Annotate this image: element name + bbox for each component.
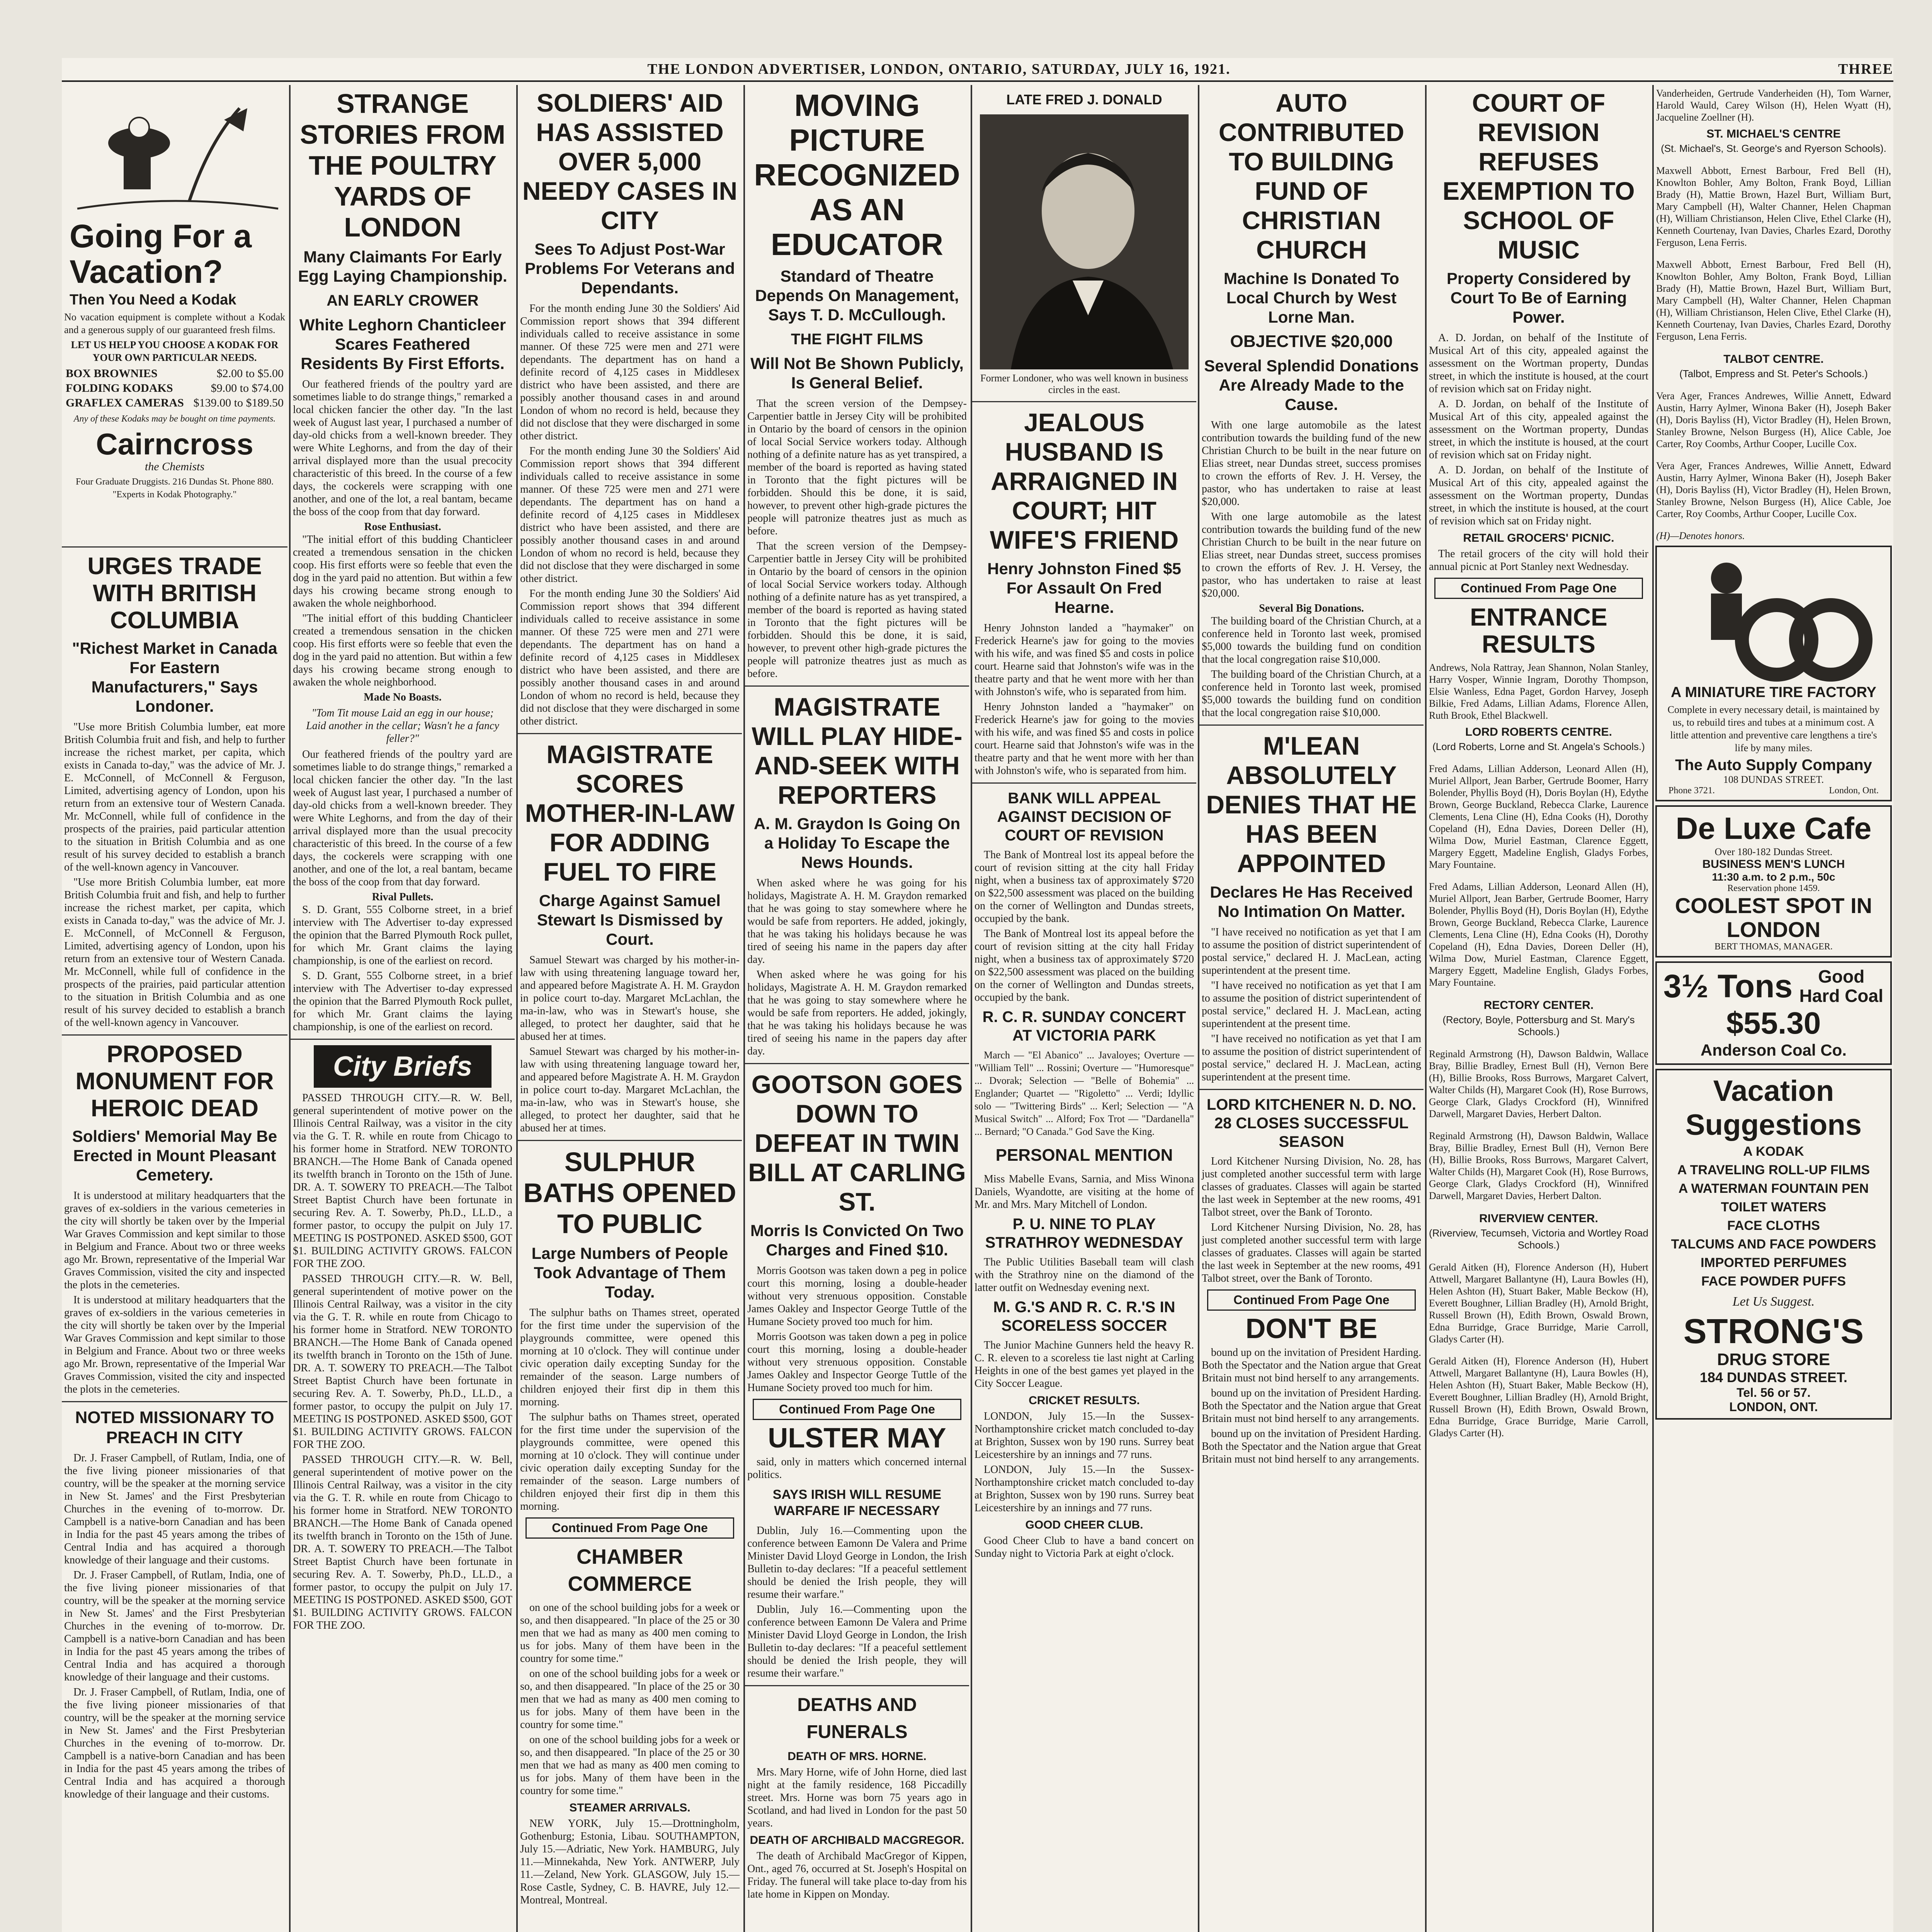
strongs-phone: Tel. 56 or 57.: [1736, 1386, 1811, 1400]
cafe-manager: BERT THOMAS, MANAGER.: [1714, 942, 1833, 952]
cafe-title: De Luxe Cafe: [1675, 811, 1872, 845]
deck-magistrate-scores: Charge Against Samuel Stewart Is Dismissed by Court.: [537, 891, 723, 948]
vacation-suggestions-title: Vacation Suggestions: [1685, 1075, 1862, 1141]
headline-bank-appeal: BANK WILL APPEAL AGAINST DECISION OF COURT OF REVISION: [997, 790, 1172, 844]
vacation-item: A TRAVELING ROLL-UP FILMS: [1677, 1163, 1870, 1177]
headline-mclean-denies: M'LEAN ABSOLUTELY DENIES THAT HE HAS BEEN APPOINTED: [1206, 731, 1417, 878]
kodak-price-list: [66, 366, 284, 410]
names-riverview: Gerald Aitken (H), Florence Anderson (H), Hubert Attwell, Margaret Ballantyne (H), Laura Bowles (H), Helen Ashton (H), Stuart Baker, Mable Beckow (H), Everett Boughner, Lillian Bradley (H), Arnold Bright, Russell Brown (H), Edith Brown, Oswald Brown, Edna Burridge, Grace Burridge, Marie Carroll, Gladys Carter (H). Gerald Aitken (H), Florence Anderson (H), Hubert Attwell, Margaret Ballantyne (H), Laura Bowles (H), Helen Ashton (H), Stuart Baker, Mable Beckow (H), Everett Boughner, Lillian Bradley (H), Arnold Bright, Russell Brown (H), Edith Brown, Oswald Brown, Edna Burridge, Grace Burridge, Marie Carroll, Gladys Carter (H).: [1429, 1262, 1648, 1439]
subhead-grocers-picnic: RETAIL GROCERS' PICNIC.: [1463, 532, 1614, 544]
vacation-suggest: Let Us Suggest.: [1732, 1294, 1815, 1309]
headline-pu-nine: P. U. NINE TO PLAY STRATHROY WEDNESDAY: [985, 1216, 1184, 1251]
centre-riverview: RIVERVIEW CENTER.: [1479, 1212, 1598, 1225]
column-4: [745, 85, 969, 1932]
headline-monument: PROPOSED MONUMENT FOR HEROIC DEAD: [75, 1041, 274, 1122]
centre-talbot: TALBOT CENTRE.: [1723, 353, 1824, 366]
vacation-item: FACE POWDER PUFFS: [1701, 1274, 1846, 1289]
coal-price: $55.30: [1726, 1006, 1821, 1040]
photo-title: LATE FRED J. DONALD: [1006, 92, 1162, 107]
strongs-sub: DRUG STORE: [1717, 1350, 1830, 1369]
masthead: [62, 58, 1893, 82]
continued-label: Continued From Page One: [526, 1517, 734, 1539]
entrance-names-intro: Andrews, Nola Rattray, Jean Shannon, Nolan Stanley, Harry Vosper, Winnie Ingram, Dorothy Thompson, Elsie Wanless, Edna Paget, Gordon Harvey, Joseph Bilkie, Fred Adams, Lillian Adams, Florence Allen, Ruth Brook, Ethel Blackwell.: [1429, 662, 1648, 721]
article-monument: It is understood at military headquarters that the graves of ex-soldiers in the various cemeteries in the city will shortly be taken over by the Imperial War Graves Commission and kept similar to those in Belgium and France. About two or three weeks ago Mr. Brown, representative of the Imperial War Graves Commission, visited the city and inspected the plots in the cemeteries. It is understood at military headquarters that the graves of ex-soldiers in the various cemeteries in the city will shortly be taken over by the Imperial War Graves Commission and kept similar to those in Belgium and France. About two or three weeks ago Mr. Brown, representative of the Imperial War Graves Commission, visited the city and inspected the plots in the cemeteries.: [64, 1190, 285, 1395]
headline-bc-trade: URGES TRADE WITH BRITISH COLUMBIA: [87, 553, 262, 634]
centre-lord-roberts: LORD ROBERTS CENTRE.: [1465, 726, 1612, 738]
cafe-lunch: BUSINESS MEN'S LUNCH: [1702, 858, 1845, 871]
headline-auto-contributed: AUTO CONTRIBUTED TO BUILDING FUND OF CHRISTIAN CHURCH: [1218, 88, 1405, 264]
price-row: BOX BROWNIES $2.00 to $5.00: [66, 367, 284, 380]
names-rectory: Reginald Armstrong (H), Dawson Baldwin, Wallace Bray, Billie Bradley, Ernest Bull (H), Vernon Bere (H), Billie Brooks, Ross Burrows, Margaret Calvert, Walter Childs (H), Margaret Cook (H), Rose Burrows, George Clark, Gladys Crockford (H), Winnifred Darwell, Margaret Davies, Herbert Dalton. Reginald Armstrong (H), Dawson Baldwin, Wallace Bray, Billie Bradley, Ernest Bull (H), Vernon Bere (H), Billie Brooks, Ross Burrows, Margaret Calvert, Walter Childs (H), Margaret Cook (H), Rose Burrows, George Clark, Gladys Crockford (H), Winnifred Darwell, Margaret Davies, Herbert Dalton.: [1429, 1048, 1648, 1201]
tire-ad-company: The Auto Supply Company: [1675, 757, 1872, 774]
coal-company: Anderson Coal Co.: [1700, 1041, 1847, 1059]
coal-kind: Good Hard Coal: [1799, 966, 1883, 1006]
deck-leghorn: White Leghorn Chanticleer Scares Feathered Residents By First Efforts.: [299, 316, 506, 372]
deck-bc-trade: "Richest Market in Canada For Eastern Manufacturers," Says Londoner.: [72, 639, 277, 715]
deck-magistrate-hide: A. M. Graydon Is Going On a Holiday To Escape the News Hounds.: [753, 815, 961, 871]
tire-ad-title: A MINIATURE TIRE FACTORY: [1671, 684, 1876, 701]
cairncross-address: Four Graduate Druggists. 216 Dundas St. Phone 880. "Experts in Kodak Photography.": [76, 477, 274, 500]
cairncross-logo: Cairncross: [96, 427, 253, 461]
portrait-image: [980, 114, 1189, 369]
photo-caption: Former Londoner, who was well known in business circles in the east.: [980, 372, 1188, 395]
subhead-fight-films: THE FIGHT FILMS: [791, 331, 923, 348]
article-mclean: "I have received no notification as yet that I am to assume the position of district superintendent of postal service," declared H. J. MacLean, acting superintendent at the present time. "I have received no notification as yet that I am to assume the position of district superintendent of postal service," declared H. J. MacLean, acting superintendent at the present time. "I have received no notification as yet that I am to assume the position of district superintendent of postal service," declared H. J. MacLean, acting superintendent at the present time.: [1202, 926, 1421, 1083]
headline-missionary: NOTED MISSIONARY TO PREACH IN CITY: [75, 1408, 274, 1447]
vacation-item: TOILET WATERS: [1721, 1200, 1827, 1214]
column-3: [518, 85, 742, 1932]
portrait-photo: [980, 114, 1189, 369]
cairncross-sub: the Chemists: [145, 460, 205, 473]
strongs-logo: STRONG'S: [1683, 1312, 1864, 1351]
masthead-dateline: THE LONDON ADVERTISER, LONDON, ONTARIO, SATURDAY, JULY 16, 1921.: [647, 61, 1231, 77]
column-5: [972, 85, 1196, 1932]
article-court-revision: A. D. Jordan, on behalf of the Institute of Musical Art of this city, appealed against the assessment on the Wortman property, Dundas street, in which the institute is housed, at the court of revision which sat on Friday night. A. D. Jordan, on behalf of the Institute of Musical Art of this city, appealed against the assessment on the Wortman property, Dundas street, in which the institute is housed, at the court of revision which sat on Friday night. A. D. Jordan, on behalf of the Institute of Musical Art of this city, appealed against the assessment on the Wortman property, Dundas street, in which the institute is housed, at the court of revision which sat on Friday night.: [1429, 332, 1648, 527]
tire-illustration: [1661, 551, 1885, 682]
headline-poultry: STRANGE STORIES FROM THE POULTRY YARDS OF LONDON: [300, 88, 505, 242]
vacation-item: A WATERMAN FOUNTAIN PEN: [1678, 1181, 1869, 1196]
headline-deaths-funerals: DEATHS AND FUNERALS: [797, 1695, 917, 1742]
tire-factory-ad: [1655, 546, 1892, 801]
article-ulster: said, only in matters which concerned internal politics.: [747, 1456, 967, 1481]
centre-lord-roberts-schools: (Lord Roberts, Lorne and St. Angela's Schools.): [1432, 741, 1645, 752]
centre-st-michaels: ST. MICHAEL'S CENTRE: [1706, 128, 1841, 140]
article-auto-contributed: With one large automobile as the latest contribution towards the building fund of the new Christian Church to be built in the near future on Elias street, near Dundas street, success promises to crown the efforts of Rev. J. H. Versey, the pastor, who has undertaken to raise at least $20,000. With one large automobile as the latest contribution towards the building fund of the new Christian Church to be built in the near future on Elias street, near Dundas street, success promises to crown the efforts of Rev. J. H. Versey, the pastor, who has undertaken to raise at least $20,000. Several Big Donations. The building board of the Christian Church, at a conference held in Toronto last week, promised $5,000 towards the building fund on condition that the local congregation raise $10,000. The building board of the Christian Church, at a conference held in Toronto last week, promised $5,000 towards the building fund on condition that the local congregation raise $10,000.: [1202, 419, 1421, 719]
deck-court-revision: Property Considered by Court To Be of Earning Power.: [1446, 269, 1631, 326]
names-talbot: Vera Ager, Frances Andrewes, Willie Annett, Edward Austin, Harry Aylmer, Winona Baker (H), Joseph Baker (H), Doris Bayliss (H), Victor Bradley (H), Helen Brown, Stanley Browne, Nelson Burgess (H), Alice Cable, Joe Carter, Roy Coombs, Arthur Cooper, Lucille Cox. Vera Ager, Frances Andrewes, Willie Annett, Edward Austin, Harry Aylmer, Winona Baker (H), Joseph Baker (H), Doris Bayliss (H), Victor Bradley (H), Helen Brown, Stanley Browne, Nelson Burgess (H), Alice Cable, Joe Carter, Roy Coombs, Arthur Cooper, Lucille Cox.: [1656, 390, 1891, 519]
kodak-ad-subtitle: Then You Need a Kodak: [70, 292, 236, 308]
headline-sulphur-baths: SULPHUR BATHS OPENED TO PUBLIC: [523, 1147, 736, 1239]
kodak-ad-help: LET US HELP YOU CHOOSE A KODAK FOR YOUR OWN PARTICULAR NEEDS.: [71, 339, 279, 363]
vacation-item: TALCUMS AND FACE POWDERS: [1671, 1237, 1876, 1252]
deck-moving-picture: Standard of Theatre Depends On Management, Says T. D. McCullough.: [755, 267, 959, 324]
continued-label: Continued From Page One: [753, 1399, 961, 1420]
headline-soldiers-aid: SOLDIERS' AID HAS ASSISTED OVER 5,000 NEEDY CASES IN CITY: [522, 88, 738, 235]
vacation-illustration: [62, 85, 286, 216]
article-cricket: LONDON, July 15.—In the Sussex-Northamptonshire cricket match concluded to-day at Brighton, Sussex won by 190 runs. Surrey beat Leicestershire by an innings and 77 runs. LONDON, July 15.—In the Sussex-Northamptonshire cricket match concluded to-day at Brighton, Sussex won by 190 runs. Surrey beat Leicestershire by an innings and 77 runs.: [975, 1410, 1194, 1514]
headline-personal-mention: PERSONAL MENTION: [995, 1146, 1173, 1165]
tire-ad-city: London, Ont.: [1829, 786, 1879, 796]
article-death-horne: Mrs. Mary Horne, wife of John Horne, died last night at the family residence, 168 Piccadilly street. Mrs. Horne was born 75 years ago in Scotland, and had lived in London for the past 50 years.: [747, 1766, 967, 1829]
headline-magistrate-hide: MAGISTRATE WILL PLAY HIDE-AND-SEEK WITH REPORTERS: [752, 692, 963, 809]
centre-rectory-schools: (Rectory, Boyle, Pottersburg and St. Mary's Schools.): [1442, 1014, 1635, 1037]
centre-rectory: RECTORY CENTER.: [1483, 999, 1594, 1012]
centre-riverview-schools: (Riverview, Tecumseh, Victoria and Wortley Road Schools.): [1429, 1227, 1648, 1251]
deck-auto-contributed: Machine Is Donated To Local Church by West Lorne Man.: [1223, 269, 1400, 326]
subhead-irish-warfare: SAYS IRISH WILL RESUME WARFARE IF NECESSARY: [772, 1487, 942, 1518]
article-dont-be: bound up on the invitation of President Harding. Both the Spectator and the Nation argue that Great Britain must not bind herself to any arrangements. bound up on the invitation of President Harding. Both the Spectator and the Nation argue that Great Britain must not bind herself to any arrangements. bound up on the invitation of President Harding. Both the Spectator and the Nation argue that Great Britain must not bind herself to any arrangements.: [1202, 1347, 1421, 1465]
article-soccer: The Junior Machine Gunners held the heavy R. C. R. eleven to a scoreless tie last night at Carling Heights in one of the best games yet played in the City Soccer League.: [975, 1339, 1194, 1389]
article-death-macgregor: The death of Archibald MacGregor of Kippen, Ont., aged 76, occurred at St. Joseph's Hospital on Friday. The funeral will take place to-day from his late home in Kippen on Monday.: [747, 1850, 967, 1900]
subhead-early-crower: AN EARLY CROWER: [327, 292, 479, 309]
subhead-death-horne: DEATH OF MRS. HORNE.: [787, 1750, 927, 1763]
centre-st-michaels-schools: (St. Michael's, St. George's and Ryerson Schools).: [1661, 143, 1886, 154]
article-lord-kitchener: Lord Kitchener Nursing Division, No. 28, has just completed another successful term with large classes of graduates. Classes will again be started the last week in September at the new rooms, 491 Talbot street, over the Bank of Toronto. Lord Kitchener Nursing Division, No. 28, has just completed another successful term with large classes of graduates. Classes will again be started the last week in September at the new rooms, 491 Talbot street, over the Bank of Toronto.: [1202, 1155, 1421, 1284]
article-pu-nine: The Public Utilities Baseball team will clash with the Strathroy nine on the diamond of the latter outfit on Wednesday evening next.: [975, 1256, 1194, 1294]
price-row: GRAFLEX CAMERAS $139.00 to $189.50: [66, 396, 284, 409]
cafe-hours: 11:30 a.m. to 2 p.m., 50c: [1712, 871, 1835, 883]
article-moving-picture: That the screen version of the Dempsey-Carpentier battle in Jersey City will be prohibited in Ontario by the board of censors in the opinion of local Social Service workers today. Although nothing of a definite nature has as yet transpired, a member of the board is reported as having stated in Toronto that the fight pictures will be forbidden. Should this be done, it is said, however, to prevent other high-grade pictures the people will patronize theatres just as much as before. That the screen version of the Dempsey-Carpentier battle in Jersey City will be prohibited in Ontario by the board of censors in the opinion of local Social Service workers today. Although nothing of a definite nature has as yet transpired, a member of the board is reported as having stated in Toronto that the fight pictures will be forbidden. Should this be done, it is said, however, to prevent other high-grade pictures the people will patronize theatres just as much as before.: [747, 398, 967, 680]
price-row: FOLDING KODAKS $9.00 to $74.00: [66, 382, 284, 395]
centre-talbot-schools: (Talbot, Empress and St. Peter's Schools.): [1679, 368, 1868, 379]
strongs-address: 184 DUNDAS STREET.: [1699, 1369, 1848, 1385]
strongs-vacation-ad: [1655, 1069, 1892, 1420]
vacation-item: FACE CLOTHS: [1727, 1218, 1820, 1233]
cafe-phone: Reservation phone 1459.: [1727, 883, 1820, 893]
headline-ulster-may: ULSTER MAY: [768, 1423, 946, 1454]
deck-sulphur-baths: Large Numbers of People Took Advantage of Them Today.: [531, 1244, 728, 1301]
steamer-arrivals-title: STEAMER ARRIVALS.: [569, 1801, 690, 1814]
headline-lord-kitchener: LORD KITCHENER N. D. NO. 28 CLOSES SUCCESSFUL SEASON: [1206, 1096, 1417, 1150]
deck-jealous-husband: Henry Johnston Fined $5 For Assault On Fred Hearne.: [987, 560, 1181, 616]
tire-ad-address: 108 DUNDAS STREET.: [1723, 774, 1824, 785]
page-number: THREE: [1838, 61, 1893, 77]
deck-gootson: Morris Is Convicted On Two Charges and Fined $10.: [750, 1221, 964, 1259]
newspaper-page: [62, 58, 1893, 1932]
cafe-slogan: COOLEST SPOT IN LONDON: [1675, 893, 1872, 942]
headline-court-revision: COURT OF REVISION REFUSES EXEMPTION TO SCHOOL OF MUSIC: [1442, 88, 1635, 264]
article-bc-trade: "Use more British Columbia lumber, eat more British Columbia fruit and fish, and help to further increase the richest market, per capita, which exists in Canada to-day," was the advice of Mr. J. E. McConnell, of McConnell & Ferguson, Limited, advertising agency of London, upon his return from an extensive tour of Western Canada. Mr. McConnell, while full of confidence in the prospects of the prairies, paid particular attention to the situation in British Columbia and as one result of his survey decided to establish a branch of the well-known agency in Vancouver. "Use more British Columbia lumber, eat more British Columbia fruit and fish, and help to further increase the richest market, per capita, which exists in Canada to-day," was the advice of Mr. J. E. McConnell, of McConnell & Ferguson, Limited, advertising agency of London, upon his return from an extensive tour of Western Canada. Mr. McConnell, while full of confidence in the prospects of the prairies, paid particular attention to the situation in British Columbia and as one result of his survey decided to establish a branch of the well-known agency in Vancouver.: [64, 721, 285, 1029]
headline-rcr-concert: R. C. R. SUNDAY CONCERT AT VICTORIA PARK: [982, 1009, 1186, 1044]
subhead-death-macgregor: DEATH OF ARCHIBALD MACGREGOR.: [750, 1834, 964, 1847]
article-bank-appeal: The Bank of Montreal lost its appeal before the court of revision sitting at the city hall Friday night, when a business tax of approximately $720 on $22,500 assessment was placed on the building on the corner of Wellington and Dundas streets, occupied by the bank. The Bank of Montreal lost its appeal before the court of revision sitting at the city hall Friday night, when a business tax of approximately $720 on $22,500 assessment was placed on the building on the corner of Wellington and Dundas streets, occupied by the bank.: [975, 849, 1194, 1003]
headline-entrance-results: ENTRANCE RESULTS: [1470, 603, 1607, 658]
article-missionary: Dr. J. Fraser Campbell, of Rutlam, India, one of the five living pioneer missionaries of that country, will be the speaker at the morning service in New St. James' and the First Presbyterian Churches in the evening of to-morrow. Dr. Campbell is a native-born Canadian and has been in India for the past 45 years among the tribes of Central India and has acquired a thorough knowledge of their language and their customs. Dr. J. Fraser Campbell, of Rutlam, India, one of the five living pioneer missionaries of that country, will be the speaker at the morning service in New St. James' and the First Presbyterian Churches in the evening of to-morrow. Dr. Campbell is a native-born Canadian and has been in India for the past 45 years among the tribes of Central India and has acquired a thorough knowledge of their language and their customs. Dr. J. Fraser Campbell, of Rutlam, India, one of the five living pioneer missionaries of that country, will be the speaker at the morning service in New St. James' and the First Presbyterian Churches in the evening of to-morrow. Dr. Campbell is a native-born Canadian and has been in India for the past 45 years among the tribes of Central India and has acquired a thorough knowledge of their language and their customs.: [64, 1452, 285, 1800]
column-8: [1654, 85, 1893, 1932]
column-1: [62, 85, 287, 1932]
article-gootson: Morris Gootson was taken down a peg in police court this morning, losing a double-header without very strenuous opposition. Constable James Oakley and Inspector George Tuttle of the Humane Society proved too much for him. Morris Gootson was taken down a peg in police court this morning, losing a double-header without very strenuous opposition. Constable James Oakley and Inspector George Tuttle of the Humane Society proved too much for him.: [747, 1265, 967, 1394]
deck-mclean-denies: Declares He Has Received No Intimation On Matter.: [1210, 883, 1413, 920]
kodak-ad-text: No vacation equipment is complete without a Kodak and a generous supply of our guaranteed fresh films.: [64, 311, 285, 335]
cafe-address: Over 180-182 Dundas Street.: [1714, 846, 1833, 857]
tire-ad-text: Complete in every necessary detail, is maintained by us, to rebuild tires and tubes at a minimum cost. A little attention and preventive care lengthens a tire's life by many miles.: [1667, 704, 1880, 753]
article-poultry: Our feathered friends of the poultry yard are sometimes liable to do strange things," remarked a local chicken fancier the other day. "In the last week of August last year, I purchased a number of day-old chicks from a well-known breeder. They were White Leghorns, and from the day of their arrival displayed more than the usual precocity characteristic of this breed. In the course of a few days, the cockerels were scrapping with one another, and one of the lot, a real bantam, became the boss of the coop from that day forward. Rose Enthusiast. "The initial effort of this budding Chanticleer created a tremendous sensation in the chicken coop. His first efforts were so feeble that even the dog in the yard paid no attention. But within a few days his crowing became strong enough to awaken the whole neighborhood. "The initial effort of this budding Chanticleer created a tremendous sensation in the chicken coop. His first efforts were so feeble that even the dog in the yard paid no attention. But within a few days his crowing became strong enough to awaken the whole neighborhood. Made No Boasts. "Tom Tit mouse Laid an egg in our house; Laid another in the cellar; Wasn't he a fancy feller?" Our feathered friends of the poultry yard are sometimes liable to do strange things," remarked a local chicken fancier the other day. "In the last week of August last year, I purchased a number of day-old chicks from a well-known breeder. They were White Leghorns, and from the day of their arrival displayed more than the usual precocity characteristic of this breed. In the course of a few days, the cockerels were scrapping with one another, and one of the lot, a real bantam, became the boss of the coop from that day forward. Rival Pullets. S. D. Grant, 555 Colborne street, in a brief interview with The Advertiser to-day expressed the opinion that the Barred Plymouth Rock pullet, for which Mr. Grant claims the laying championship, is one of the earliest on record. S. D. Grant, 555 Colborne street, in a brief interview with The Advertiser to-day expressed the opinion that the Barred Plymouth Rock pullet, for which Mr. Grant claims the laying championship, is one of the earliest on record.: [293, 378, 512, 1033]
headline-magistrate-scores: MAGISTRATE SCORES MOTHER-IN-LAW FOR ADDING FUEL TO FIRE: [525, 740, 735, 886]
vacation-item: IMPORTED PERFUMES: [1701, 1255, 1847, 1270]
coal-qty: 3½ Tons: [1663, 968, 1793, 1004]
names-lord-roberts: Fred Adams, Lillian Adderson, Leonard Allen (H), Muriel Allport, Jean Barber, Gertrude Boomer, Harry Bolender, Phyllis Boyd (H), Doris Boylan (H), Edythe Brown, George Buckland, Rebecca Clarke, Laurence Clements, Lena Cline (H), Edna Cooks (H), Dorothy Copeland (H), Edna Davies, Doreen Deller (H), Wilma Dow, Muriel Eastman, Clarence Eggett, Margery Eggett, Madeline English, Gladys Forbes, Mary Fountaine. Fred Adams, Lillian Adderson, Leonard Allen (H), Muriel Allport, Jean Barber, Gertrude Boomer, Harry Bolender, Phyllis Boyd (H), Doris Boylan (H), Edythe Brown, George Buckland, Rebecca Clarke, Laurence Clements, Lena Cline (H), Edna Cooks (H), Dorothy Copeland (H), Edna Davies, Doreen Deller (H), Wilma Dow, Muriel Eastman, Clarence Eggett, Margery Eggett, Madeline English, Gladys Forbes, Mary Fountaine.: [1429, 763, 1648, 988]
article-chamber-commerce: on one of the school building jobs for a week or so, and then disappeared. "In place of the 25 or 30 men that we had as many as 400 men coming to us for jobs. Many of them have been in the country for some time." on one of the school building jobs for a week or so, and then disappeared. "In place of the 25 or 30 men that we had as many as 400 men coming to us for jobs. Many of them have been in the country for some time." on one of the school building jobs for a week or so, and then disappeared. "In place of the 25 or 30 men that we had as many as 400 men coming to us for jobs. Many of them have been in the country for some time.": [520, 1602, 740, 1797]
tire-ad-contact: [1668, 786, 1879, 796]
headline-gootson: GOOTSON GOES DOWN TO DEFEAT IN TWIN BILL AT CARLING ST.: [748, 1070, 966, 1216]
city-briefs-banner: City Briefs: [314, 1045, 492, 1088]
kodak-ad-title: Going For a Vacation?: [70, 218, 252, 290]
vacation-item: A KODAK: [1743, 1144, 1804, 1159]
article-personal-mention: Miss Mabelle Evans, Sarnia, and Miss Winona Daniels, Wyandotte, are visiting at the home of Mr. and Mrs. Mary Mitchell of London.: [975, 1173, 1194, 1211]
kodak-ad: [62, 85, 287, 541]
headline-cricket: CRICKET RESULTS.: [1029, 1394, 1140, 1407]
continued-label: Continued From Page One: [1434, 578, 1643, 599]
headline-chamber-commerce: CHAMBER COMMERCE: [568, 1545, 692, 1595]
de-luxe-cafe-ad: [1655, 805, 1892, 957]
article-sulphur-baths: The sulphur baths on Thames street, operated for the first time under the supervision of the playgrounds committee, were opened this morning at 10 o'clock. They will continue under civic operation daily excepting Sunday for the remainder of the season. Large numbers of children enjoyed their first dip in them this morning. The sulphur baths on Thames street, operated for the first time under the supervision of the playgrounds committee, were opened this morning at 10 o'clock. They will continue under civic operation daily excepting Sunday for the remainder of the season. Large numbers of children enjoyed their first dip in them this morning.: [520, 1307, 740, 1512]
names-continued: Vanderheiden, Gertrude Vanderheiden (H), Tom Warner, Harold Wauld, Carey Wilson (H), Helen Wyatt (H), Jacqueline Zoellner (H).: [1656, 88, 1891, 123]
article-grocers-picnic: The retail grocers of the city will hold their annual picnic at Port Stanley next Wednesday.: [1429, 548, 1648, 573]
article-soldiers-aid: For the month ending June 30 the Soldiers' Aid Commission report shows that 394 different individuals called to receive assistance in some manner. Of these 725 were men and 271 were dependants. The department has on hand a definite record of 4,125 cases in Middlesex district who have been assisted, and there are possibly another thousand cases in and around London of whom no record is held, because they did not disclose that they were discharged in some other district. For the month ending June 30 the Soldiers' Aid Commission report shows that 394 different individuals called to receive assistance in some manner. Of these 725 were men and 271 were dependants. The department has on hand a definite record of 4,125 cases in Middlesex district who have been assisted, and there are possibly another thousand cases in and around London of whom no record is held, because they did not disclose that they were discharged in some other district. For the month ending June 30 the Soldiers' Aid Commission report shows that 394 different individuals called to receive assistance in some manner. Of these 725 were men and 271 were dependants. The department has on hand a definite record of 4,125 cases in Middlesex district who have been assisted, and there are possibly another thousand cases in and around London of whom no record is held, because they did not disclose that they were discharged in some other district.: [520, 303, 740, 727]
deck-soldiers-aid: Sees To Adjust Post-War Problems For Veterans and Dependants.: [525, 240, 735, 297]
steamer-arrivals: NEW YORK, July 15.—Drottningholm, Gothenburg; Estonia, Libau. SOUTHAMPTON, July 15.—Adriatic, New York. HAMBURG, July 11.—Minnekahda, New York. ANTWERP, July 11.—Zeland, New York. GLASGOW, July 15.—Rose Castle, Sydney, C. B. HAVRE, July 12.—Montreal, Montreal.: [520, 1818, 740, 1906]
column-2: [291, 85, 515, 1932]
deck-fight-films: Will Not Be Shown Publicly, Is General Belief.: [750, 354, 964, 392]
headline-dont-be: DON'T BE: [1245, 1313, 1378, 1344]
column-7: [1427, 85, 1651, 1932]
headline-moving-picture: MOVING PICTURE RECOGNIZED AS AN EDUCATOR: [754, 88, 960, 262]
strongs-city: LONDON, ONT.: [1729, 1400, 1818, 1414]
deck-monument: Soldiers' Memorial May Be Erected in Mount Pleasant Cemetery.: [72, 1127, 277, 1184]
article-magistrate-scores: Samuel Stewart was charged by his mother-in-law with using threatening language toward her, and appeared before Magistrate A. H. M. Graydon in police court to-day. Margaret McLachlan, the ma-in-law, who was in Stewart's house, she alleged, to protect her daughter, said that he abused her at times. Samuel Stewart was charged by his mother-in-law with using threatening language toward her, and appeared before Magistrate A. H. M. Graydon in police court to-day. Margaret McLachlan, the ma-in-law, who was in Stewart's house, she alleged, to protect her daughter, said that he abused her at times.: [520, 954, 740, 1134]
headline-scoreless-soccer: M. G.'S AND R. C. R.'S IN SCORELESS SOCCER: [993, 1299, 1175, 1334]
deck-donations: Several Splendid Donations Are Already Made to the Cause.: [1204, 357, 1419, 413]
objective-label: OBJECTIVE $20,000: [1230, 332, 1393, 351]
deck-poultry: Many Claimants For Early Egg Laying Championship.: [298, 248, 507, 285]
article-jealous-husband: Henry Johnston landed a "haymaker" on Frederick Hearne's jaw for going to the movies with his wife, and was fined $5 and costs in police court. Hearne said that Johnston's wife was in the theatre party and that he went more with her than with Johnston's wife, who is separated from him. Henry Johnston landed a "haymaker" on Frederick Hearne's jaw for going to the movies with his wife, and was fined $5 and costs in police court. Hearne said that Johnston's wife was in the theatre party and that he went more with her than with Johnston's wife, who is separated from him.: [975, 622, 1194, 777]
tire-ad-phone: Phone 3721.: [1668, 786, 1715, 796]
names-st-michaels: Maxwell Abbott, Ernest Barbour, Fred Bell (H), Knowlton Bohler, Amy Bolton, Frank Boyd, Lillian Brady (H), Mattie Brown, Hazel Burt, William Burt, Mary Campbell (H), Walter Channer, Helen Chapman (H), William Christianson, Helen Clive, Ethel Clarke (H), Kenneth Courtenay, Ivan Davies, Charles Ezard, Dorothy Ferguson, Lena Ferris. Maxwell Abbott, Ernest Barbour, Fred Bell (H), Knowlton Bohler, Amy Bolton, Frank Boyd, Lillian Brady (H), Mattie Brown, Hazel Burt, William Burt, Mary Campbell (H), Walter Channer, Helen Chapman (H), William Christianson, Helen Clive, Ethel Clarke (H), Kenneth Courtenay, Ivan Davies, Charles Ezard, Dorothy Ferguson, Lena Ferris.: [1656, 165, 1891, 342]
coal-ad: [1655, 961, 1892, 1065]
article-irish-warfare: Dublin, July 16.—Commenting upon the conference between Eamonn De Valera and Prime Minister David Lloyd George in London, the Irish Bulletin to-day declares: "If a peaceful settlement should be denied the Irish people, they will resume their warfare." Dublin, July 16.—Commenting upon the conference between Eamonn De Valera and Prime Minister David Lloyd George in London, the Irish Bulletin to-day declares: "If a peaceful settlement should be denied the Irish people, they will resume their warfare.": [747, 1525, 967, 1679]
article-good-cheer: Good Cheer Club to have a band concert on Sunday night to Victoria Park at eight o'clock.: [975, 1535, 1194, 1560]
honors-footnote: (H)—Denotes honors.: [1656, 530, 1745, 541]
headline-good-cheer: GOOD CHEER CLUB.: [1025, 1519, 1143, 1531]
column-6: [1199, 85, 1423, 1932]
kodak-terms: Any of these Kodaks may be bought on time payments.: [73, 414, 276, 424]
continued-label: Continued From Page One: [1207, 1289, 1416, 1311]
article-magistrate-hide: When asked where he was going for his holidays, Magistrate A. H. M. Graydon remarked that he was going to stay somewhere where he would be safe from reporters. He added, jokingly, that he was taking his holidays because he was tired of seeing his name in the papers day after day. When asked where he was going for his holidays, Magistrate A. H. M. Graydon remarked that he was going to stay somewhere where he would be safe from reporters. He added, jokingly, that he was taking his holidays because he was tired of seeing his name in the papers day after day.: [747, 877, 967, 1057]
article-city-briefs: PASSED THROUGH CITY.—R. W. Bell, general superintendent of motive power on the Illinois Central Railway, was a visitor in the city via the G. T. R. while en route from Chicago to his former home in Stratford. NEW TORONTO BRANCH.—The Home Bank of Canada opened its twelfth branch in Toronto on the 15th of June. DR. A. T. SOWERY TO PREACH.—The Talbot Street Baptist Church have been fortunate in securing Rev. A. T. Sowerby, Ph.D., LL.D., a former pastor, to occupy the pulpit on July 17. MEETING IS POSTPONED. ASKED $500, GOT $1. BUILDING ACTIVITY GROWS. FALCON FOR THE ZOO. PASSED THROUGH CITY.—R. W. Bell, general superintendent of motive power on the Illinois Central Railway, was a visitor in the city via the G. T. R. while en route from Chicago to his former home in Stratford. NEW TORONTO BRANCH.—The Home Bank of Canada opened its twelfth branch in Toronto on the 15th of June. DR. A. T. SOWERY TO PREACH.—The Talbot Street Baptist Church have been fortunate in securing Rev. A. T. Sowerby, Ph.D., LL.D., a former pastor, to occupy the pulpit on July 17. MEETING IS POSTPONED. ASKED $500, GOT $1. BUILDING ACTIVITY GROWS. FALCON FOR THE ZOO. PASSED THROUGH CITY.—R. W. Bell, general superintendent of motive power on the Illinois Central Railway, was a visitor in the city via the G. T. R. while en route from Chicago to his former home in Stratford. NEW TORONTO BRANCH.—The Home Bank of Canada opened its twelfth branch in Toronto on the 15th of June. DR. A. T. SOWERY TO PREACH.—The Talbot Street Baptist Church have been fortunate in securing Rev. A. T. Sowerby, Ph.D., LL.D., a former pastor, to occupy the pulpit on July 17. MEETING IS POSTPONED. ASKED $500, GOT $1. BUILDING ACTIVITY GROWS. FALCON FOR THE ZOO.: [293, 1092, 512, 1631]
headline-jealous-husband: JEALOUS HUSBAND IS ARRAIGNED IN COURT; HIT WIFE'S FRIEND: [990, 408, 1179, 554]
concert-program: March — "El Abanico" ... Javaloyes; Overture — "William Tell" ... Rossini; Overture — "Humoresque" ... Dvorak; Selection — "Belle of Bohemia" ... Englander; Quartet — "Rigoletto" ... Verdi; Idyllic solo — "Twittering Birds" ... Kerl; Selection — "A Musical Switch" ... Alford; Fox Trot — "Dardanella" ... Bernard; "O Canada." God Save the King.: [975, 1049, 1194, 1137]
